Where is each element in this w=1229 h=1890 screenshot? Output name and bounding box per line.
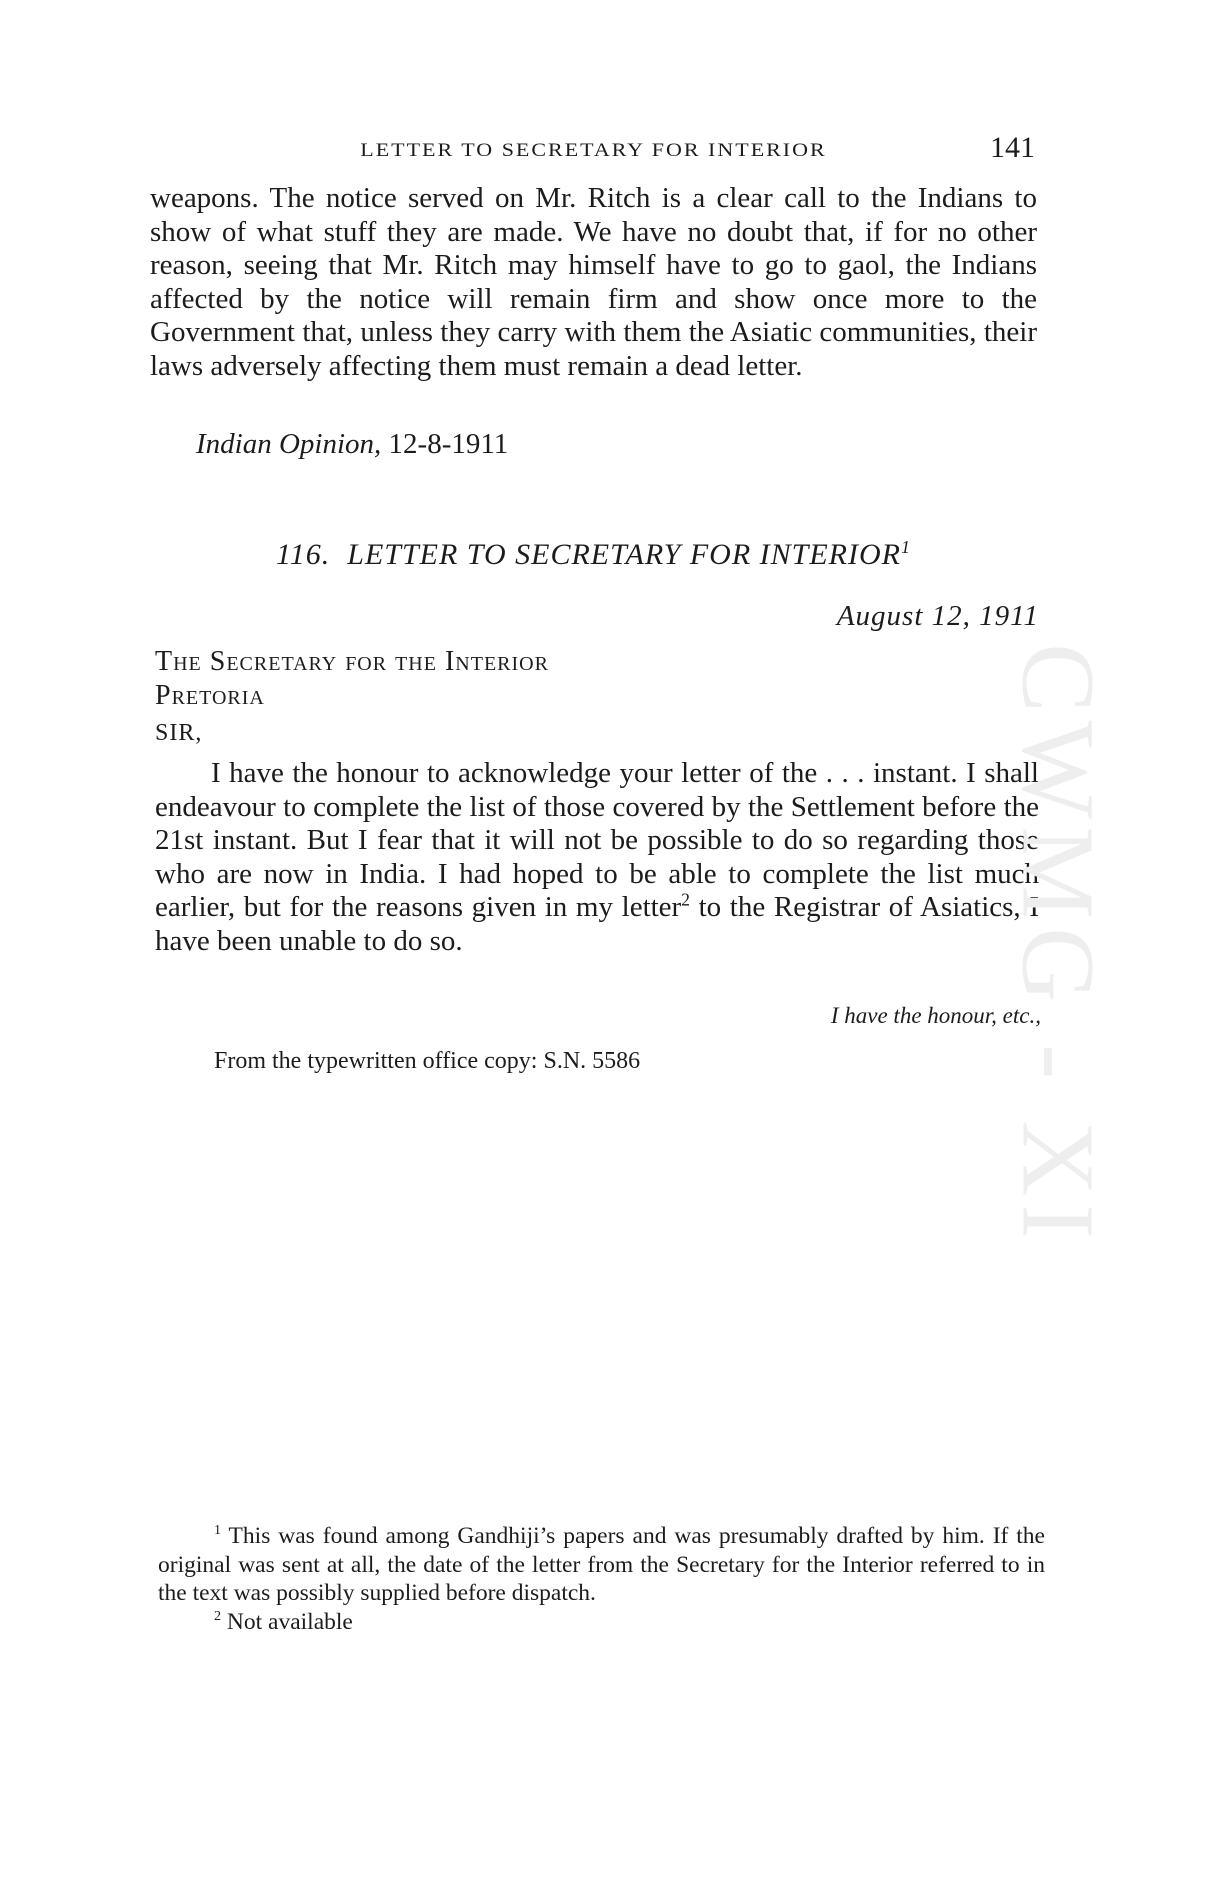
footnote-1 (158, 1522, 1045, 1608)
letter-body (155, 757, 1039, 959)
salutation: SIR, (155, 720, 203, 746)
letter-closing: I have the honour, etc., (830, 1003, 1041, 1028)
letter-date: August 12, 1911 (836, 600, 1039, 632)
letter-source: From the typewritten office copy: S.N. 5586 (214, 1048, 641, 1074)
address-line-1: The Secretary for the Interior (155, 646, 549, 677)
item-heading (150, 538, 1037, 572)
footnote-marker-1: 1 (214, 1522, 222, 1539)
source-publication: Indian Opinion, (196, 428, 382, 460)
footnote-ref-1: 1 (901, 537, 911, 557)
footnotes (158, 1522, 1045, 1636)
letter-body-part-1: I have the honour to acknowledge your letter of the . . . instant. I shall endeavour to complete the list of those covered by the Settlement before the 21st instant. But I fear that it will not be possible to do so regarding those who are now in India. I had hoped to be able to complete the list much earlier, but for the reasons given in my letter (155, 757, 1039, 924)
footnote-2 (158, 1608, 1045, 1637)
item-title: LETTER TO SECRETARY FOR INTERIOR (347, 538, 901, 571)
footnote-marker-2: 2 (214, 1607, 222, 1624)
address-line-2: Pretoria (155, 680, 265, 711)
continued-paragraph: weapons. The notice served on Mr. Ritch is a clear call to the Indians to show of what stuff they are made. We have no doubt that, if for no other reason, seeing that Mr. Ritch may himself have to go to gaol, the Indians affected by the notice will remain firm and show once more to the Government that, unless they carry with them the Asiatic communities, their laws adversely affecting them must remain a dead letter. (150, 182, 1037, 382)
running-head (150, 131, 1037, 171)
footnote-text-1: This was found among Gandhiji’s papers and was presumably drafted by him. If the original was sent at all, the date of the letter from the Secretary for the Interior referred to in the text was possibly supplied before dispatch. (158, 1523, 1045, 1607)
item-number: 116. (276, 538, 331, 571)
footnote-text-2: Not available (221, 1608, 353, 1635)
watermark-text: CWMG - XI (1000, 643, 1116, 1247)
source-date: 12-8-1911 (388, 428, 509, 460)
source-citation (196, 428, 508, 461)
page-number: 141 (990, 131, 1035, 164)
running-head-title: LETTER TO SECRETARY FOR INTERIOR (360, 138, 827, 161)
footnote-ref-2: 2 (681, 889, 690, 910)
letter-body-part-2: to the Registrar of Asiatics, I have been unable to do so. (155, 891, 1039, 957)
